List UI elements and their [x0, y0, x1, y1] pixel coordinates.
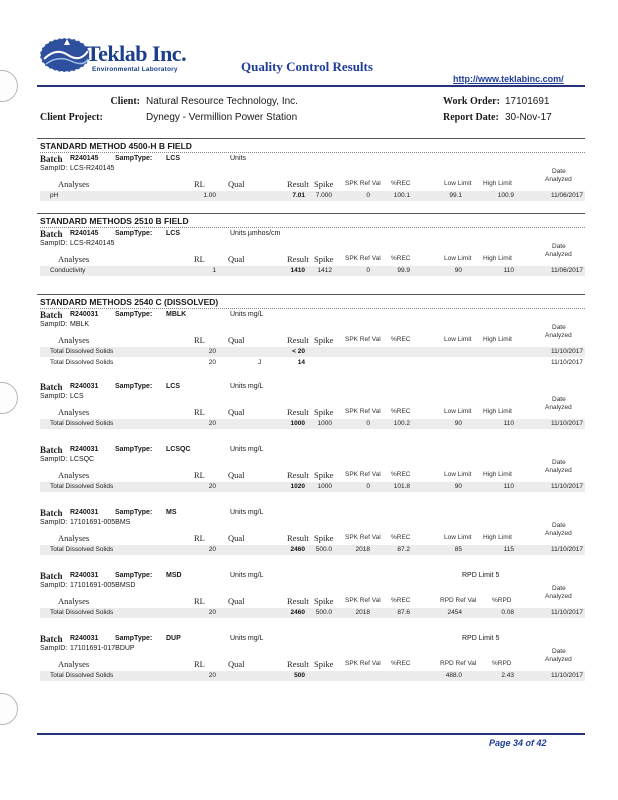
- work-order-label: Work Order:: [443, 96, 500, 107]
- table-row: pH 1.00 7.01 7.000 0 100.1 99.1 100.9 11/06/2017: [50, 192, 583, 199]
- logo-wordmark: Teklab Inc.: [86, 41, 187, 66]
- batch-id: R240145: [70, 155, 99, 162]
- report-date-label: Report Date:: [443, 112, 499, 123]
- table-row: Total Dissolved Solids 20 1020 1000 0 101.8 90 110 11/10/2017: [50, 483, 583, 490]
- units: Units mg/L: [230, 509, 264, 516]
- website-link[interactable]: http://www.teklabinc.com/: [453, 74, 564, 84]
- units: Units µmhos/cm: [230, 230, 281, 237]
- section-title: STANDARD METHOD 4500-H B FIELD: [40, 141, 192, 151]
- table-row: Conductivity 1 1410 1412 0 99.9 90 110 11/06/2017: [50, 267, 583, 274]
- samp-id: MBLK: [70, 321, 90, 328]
- section-title: STANDARD METHODS 2540 C (DISSOLVED): [40, 297, 219, 307]
- samp-type: DUP: [166, 635, 181, 642]
- section-title: STANDARD METHODS 2510 B FIELD: [40, 216, 189, 226]
- batch-block: Batch R240145 SampType: LCS Units µmhos/cm SampID: LCS-R240145 Date Analyses RL Qual Result Spike SPK Ref Val %REC Low Limit High Limit Analyzed Conductivity 1 1410 1412 0 99.9 90 110 11/06/2017: [0, 227, 618, 282]
- samp-type: MS: [166, 509, 177, 516]
- batch-block: Batch R240031 SampType: LCSQC Units mg/L SampID: LCSQC Date Analyses RL Qual Result Spike SPK Ref Val %REC Low Limit High Limit Analyzed Total Dissolved Solids 20 1020 1000 0 101.8 90 110 11/10/2017: [0, 443, 618, 498]
- batch-id: R240031: [70, 572, 99, 579]
- units: Units mg/L: [230, 572, 264, 579]
- project-value: Dynegy - Vermillion Power Station: [146, 112, 298, 123]
- units: Units mg/L: [230, 446, 264, 453]
- batch-block: Batch R240031 SampType: MBLK Units mg/L SampID: MBLK Date Analyses RL Qual Result Spike SPK Ref Val %REC Low Limit High Limit Analyzed Total Dissolved Solids 20 < 20 11/10/2017 Total Dissolved Solids 20 J 14 11/10/2017: [0, 308, 618, 370]
- units: Units mg/L: [230, 311, 264, 318]
- batch-id: R240031: [70, 311, 99, 318]
- table-row: Total Dissolved Solids 20 1000 1000 0 100.2 90 110 11/10/2017: [50, 420, 583, 427]
- batch-block: Batch R240145 SampType: LCS Units SampID: LCS-R240145 Date Analyses RL Qual Result Spike SPK Ref Val %REC Low Limit High Limit Analyzed pH 1.00 7.01 7.000 0 100.1 99.1 100.9 11/06/2017: [0, 152, 618, 207]
- units: Units: [230, 155, 246, 162]
- header-rule: [37, 85, 585, 87]
- samp-id: 17101691-005BMSD: [70, 582, 136, 589]
- batch-block: Batch R240031 SampType: DUP Units mg/L RPD Limit 5 SampID: 17101691-017BDUP Date Analyses RL Qual Result Spike SPK Ref Val %REC RPD Ref Val %RPD Analyzed Total Dissolved Solids 20 500 488.0 2.43 11/10/2017: [0, 632, 618, 687]
- samp-type: MBLK: [166, 311, 187, 318]
- units: Units mg/L: [230, 383, 264, 390]
- binder-hole-bottom: [0, 693, 18, 725]
- samp-type: LCS: [166, 230, 180, 237]
- logo-subtitle: Environmental Laboratory: [92, 66, 178, 73]
- batch-block: Batch R240031 SampType: MS Units mg/L SampID: 17101691-005BMS Date Analyses RL Qual Result Spike SPK Ref Val %REC Low Limit High Limit Analyzed Total Dissolved Solids 20 2460 500.0 2018 87.2 85 115 11/10/2017: [0, 506, 618, 561]
- samp-type: LCSQC: [166, 446, 191, 453]
- table-row: Total Dissolved Solids 20 < 20 11/10/2017: [50, 348, 583, 355]
- batch-id: R240031: [70, 446, 99, 453]
- batch-id: R240031: [70, 383, 99, 390]
- samp-type: LCS: [166, 383, 180, 390]
- table-row: Total Dissolved Solids 20 500 488.0 2.43 11/10/2017: [50, 672, 583, 679]
- units: Units mg/L: [230, 635, 264, 642]
- rpd-limit: RPD Limit 5: [462, 572, 500, 579]
- samp-id: LCSQC: [70, 456, 95, 463]
- project-label: Client Project:: [40, 112, 103, 123]
- samp-id: 17101691-017BDUP: [70, 645, 135, 652]
- table-row: Total Dissolved Solids 20 2460 500.0 2018 87.6 2454 0.08 11/10/2017: [50, 609, 583, 616]
- page-title: Quality Control Results: [241, 59, 373, 74]
- footer-rule: [37, 733, 585, 735]
- table-row: Total Dissolved Solids 20 2460 500.0 2018 87.2 85 115 11/10/2017: [50, 546, 583, 553]
- samp-type: LCS: [166, 155, 180, 162]
- samp-id: LCS: [70, 393, 84, 400]
- samp-id: LCS-R240145: [70, 165, 115, 172]
- rpd-limit: RPD Limit 5: [462, 635, 500, 642]
- work-order-value: 17101691: [505, 96, 550, 107]
- samp-type: MSD: [166, 572, 182, 579]
- table-row: Total Dissolved Solids 20 J 14 11/10/2017: [50, 359, 583, 366]
- binder-hole-top: [0, 70, 18, 102]
- company-logo: [38, 33, 188, 79]
- batch-block: Batch R240031 SampType: MSD Units mg/L RPD Limit 5 SampID: 17101691-005BMSD Date Analyses RL Qual Result Spike SPK Ref Val %REC RPD Ref Val %RPD Analyzed Total Dissolved Solids 20 2460 500.0 2018 87.6 2454 0.08 11/10/2017: [0, 569, 618, 624]
- samp-id: 17101691-005BMS: [70, 519, 131, 526]
- samp-id: LCS-R240145: [70, 240, 115, 247]
- client-label: Client:: [110, 96, 140, 107]
- report-date-value: 30-Nov-17: [505, 112, 552, 123]
- batch-block: Batch R240031 SampType: LCS Units mg/L SampID: LCS Date Analyses RL Qual Result Spike SPK Ref Val %REC Low Limit High Limit Analyzed Total Dissolved Solids 20 1000 1000 0 100.2 90 110 11/10/2017: [0, 380, 618, 435]
- batch-id: R240145: [70, 230, 99, 237]
- batch-id: R240031: [70, 635, 99, 642]
- batch-id: R240031: [70, 509, 99, 516]
- client-value: Natural Resource Technology, Inc.: [146, 96, 298, 107]
- page-number: Page 34 of 42: [489, 738, 547, 748]
